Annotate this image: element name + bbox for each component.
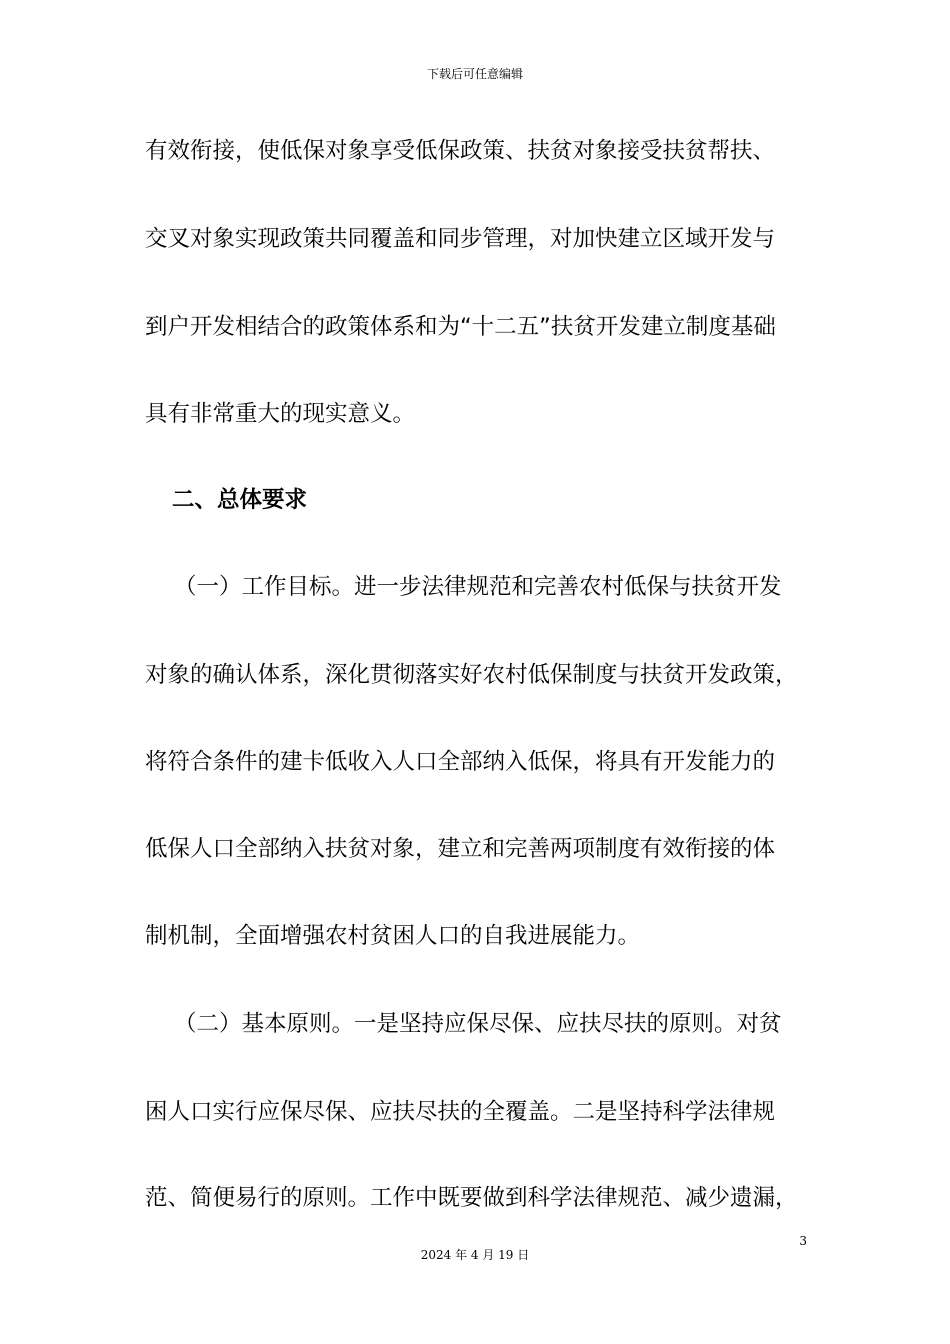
page-footer-date: 2024 年 4 月 19 日 [420, 1248, 530, 1262]
paragraph-line: 有效衔接，使低保对象享受低保政策、扶贫对象接受扶贫帮扶、 [145, 138, 776, 164]
page-header: 下载后可任意编辑 [426, 67, 523, 81]
paragraph-line: （二）基本原则。一是坚持应保尽保、应扶尽扶的原则。对贫 [174, 1011, 782, 1037]
paragraph-line: 低保人口全部纳入扶贫对象，建立和完善两项制度有效衔接的体 [145, 836, 776, 862]
paragraph-line: 困人口实行应保尽保、应扶尽扶的全覆盖。二是坚持科学法律规 [145, 1099, 776, 1125]
page-number: 3 [799, 1234, 807, 1248]
paragraph-line: （一）工作目标。进一步法律规范和完善农村低保与扶贫开发 [174, 574, 782, 600]
paragraph-line: 具有非常重大的现实意义。 [145, 401, 416, 427]
section-heading: 二、总体要求 [172, 487, 308, 513]
paragraph-line: 制机制，全面增强农村贫困人口的自我进展能力。 [145, 923, 641, 949]
paragraph-line: 将符合条件的建卡低收入人口全部纳入低保，将具有开发能力的 [145, 749, 776, 775]
paragraph-line: 交叉对象实现政策共同覆盖和同步管理，对加快建立区域开发与 [145, 226, 776, 252]
paragraph-line: 范、简便易行的原则。工作中既要做到科学法律规范、减少遗漏， [145, 1185, 798, 1211]
paragraph-line: 对象的确认体系，深化贯彻落实好农村低保制度与扶贫开发政策， [145, 662, 798, 688]
paragraph-line: 到户开发相结合的政策体系和为“十二五”扶贫开发建立制度基础 [145, 314, 776, 340]
